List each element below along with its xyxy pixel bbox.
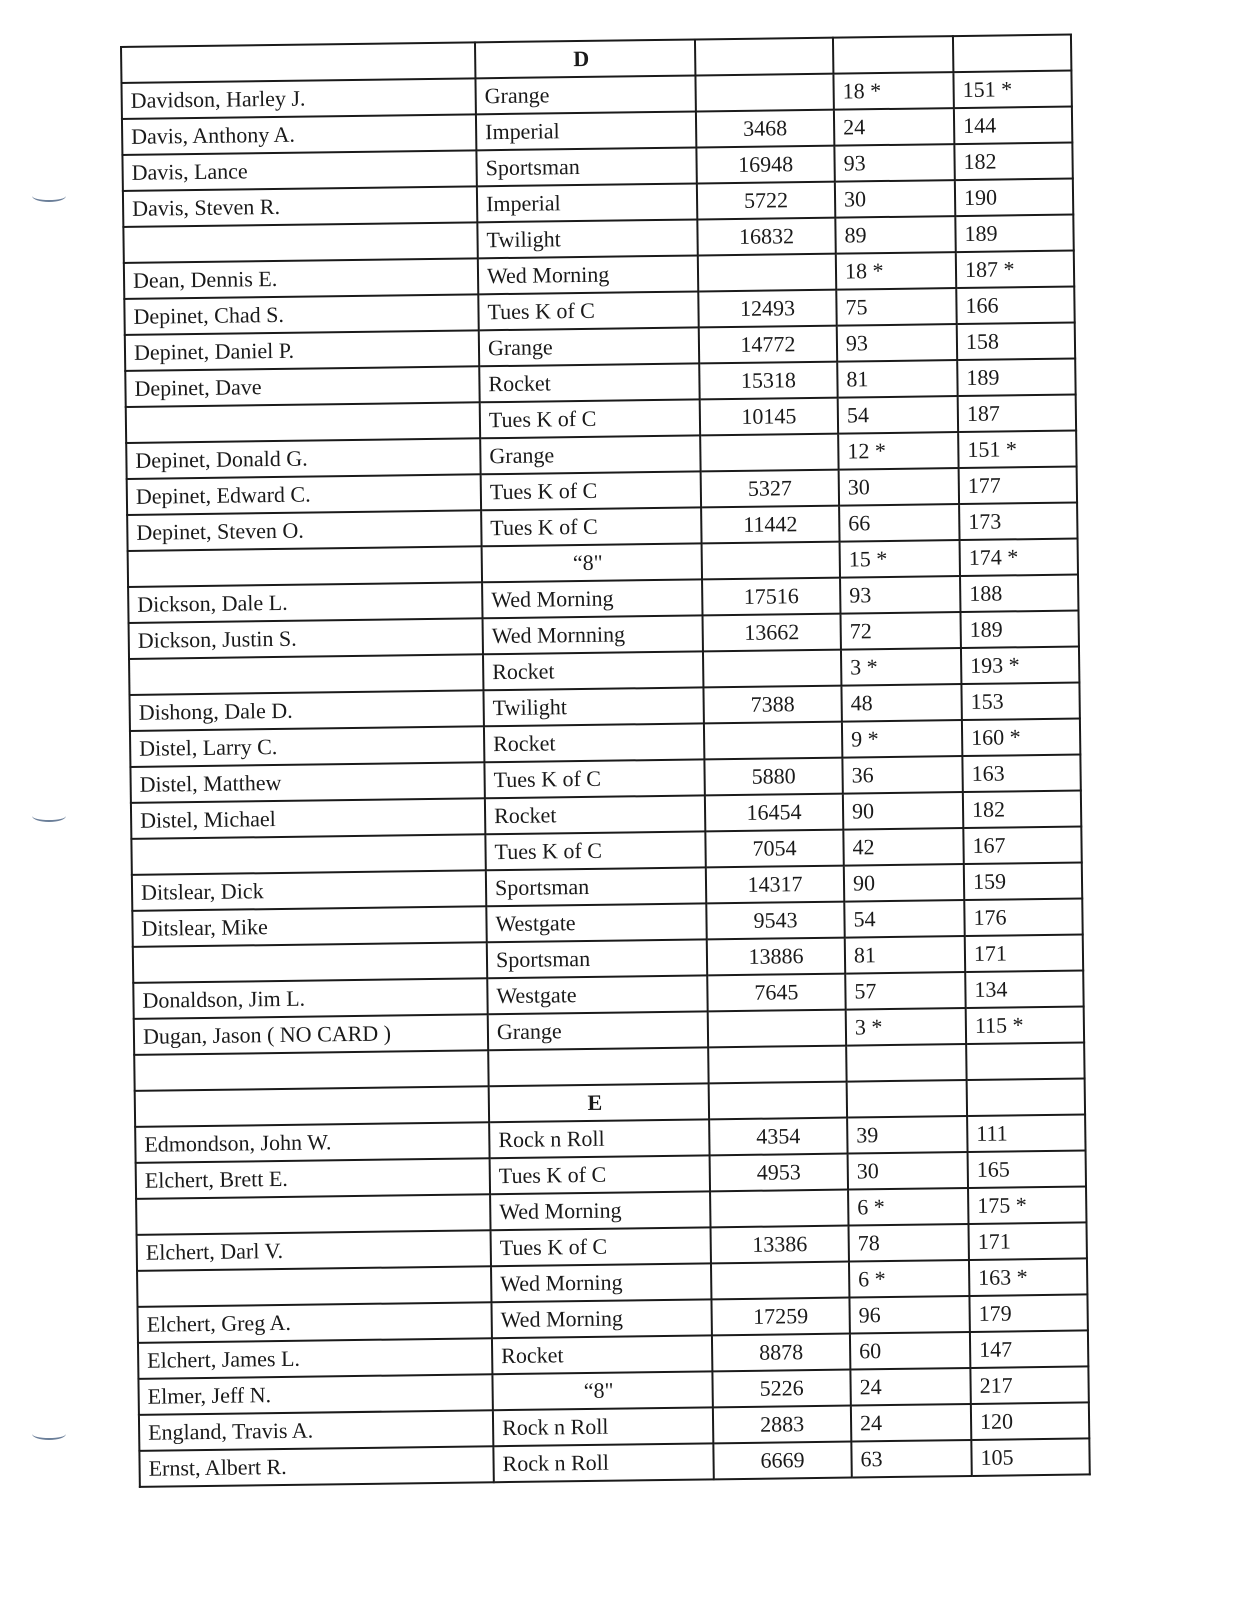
average-cell: 163 *: [969, 1258, 1087, 1296]
average-cell: 176: [964, 898, 1082, 936]
league-cell: Wed Morning: [491, 1263, 711, 1302]
league-cell: Sportsman: [486, 867, 706, 906]
total-pins-cell: [700, 434, 838, 472]
league-cell: Tues K of C: [481, 471, 701, 510]
average-cell: 193 *: [961, 646, 1079, 684]
bowler-name-cell: Davis, Lance: [122, 150, 476, 191]
empty-cell: [847, 1080, 967, 1118]
average-cell: 171: [965, 934, 1083, 972]
league-cell: Tues K of C: [478, 291, 698, 330]
games-cell: 72: [840, 612, 960, 650]
league-cell: Tues K of C: [490, 1155, 710, 1194]
total-pins-cell: 5226: [712, 1370, 850, 1408]
total-pins-cell: 5722: [697, 182, 835, 220]
bowler-name-cell: Dugan, Jason ( NO CARD ): [134, 1014, 488, 1055]
total-pins-cell: 17259: [711, 1298, 849, 1336]
average-cell: 144: [954, 107, 1072, 145]
league-cell: Rocket: [479, 363, 699, 402]
bowler-name-cell: Distel, Larry C.: [130, 726, 484, 767]
league-cell: Rock n Roll: [493, 1443, 713, 1482]
average-cell: 179: [969, 1294, 1087, 1332]
average-cell: 153: [961, 682, 1079, 720]
total-pins-cell: 6669: [713, 1442, 851, 1480]
league-cell: Tues K of C: [480, 399, 700, 438]
bowler-name-cell: Distel, Michael: [131, 798, 485, 839]
bowler-name-cell: Dishong, Dale D.: [129, 690, 483, 731]
bowler-name-cell: Depinet, Donald G.: [126, 438, 480, 479]
total-pins-cell: [710, 1190, 848, 1228]
average-cell: [966, 1042, 1084, 1080]
total-pins-cell: 17516: [702, 578, 840, 616]
games-cell: 18 *: [836, 252, 956, 290]
league-cell: Tues K of C: [484, 759, 704, 798]
empty-cell: [121, 42, 475, 83]
bowler-name-cell: Donaldson, Jim L.: [133, 978, 487, 1019]
games-cell: 24: [850, 1368, 970, 1406]
games-cell: 90: [843, 792, 963, 830]
roster-sheet: [120, 34, 1091, 1488]
total-pins-cell: 16948: [696, 146, 834, 184]
total-pins-cell: 13886: [707, 938, 845, 976]
league-cell: Twilight: [477, 219, 697, 258]
total-pins-cell: [702, 542, 840, 580]
games-cell: 89: [835, 216, 955, 254]
total-pins-cell: 7054: [705, 830, 843, 868]
league-cell: Tues K of C: [491, 1227, 711, 1266]
total-pins-cell: 16832: [697, 218, 835, 256]
empty-cell: [709, 1082, 847, 1120]
games-cell: 12 *: [838, 432, 958, 470]
games-cell: 81: [845, 936, 965, 974]
games-cell: 57: [845, 972, 965, 1010]
games-cell: 93: [834, 144, 954, 182]
league-cell: Imperial: [477, 183, 697, 222]
roster-table-body: [121, 35, 1090, 1487]
total-pins-cell: 14317: [706, 866, 844, 904]
total-pins-cell: 7645: [707, 974, 845, 1012]
bowler-name-cell: [129, 654, 483, 695]
average-cell: 190: [955, 179, 1073, 217]
games-cell: 81: [837, 360, 957, 398]
games-cell: 24: [851, 1404, 971, 1442]
total-pins-cell: 12493: [698, 290, 836, 328]
league-cell: Wed Morning: [482, 579, 702, 618]
average-cell: 182: [963, 790, 1081, 828]
league-cell: Sportsman: [476, 147, 696, 186]
games-cell: 93: [840, 576, 960, 614]
bowler-name-cell: Ernst, Albert R.: [139, 1446, 493, 1487]
bowler-name-cell: [136, 1194, 490, 1235]
bowler-name-cell: [134, 1050, 488, 1091]
games-cell: 6 *: [849, 1260, 969, 1298]
empty-cell: [953, 35, 1071, 73]
bowler-name-cell: Depinet, Dave: [125, 366, 479, 407]
average-cell: 160 *: [962, 718, 1080, 756]
total-pins-cell: [698, 254, 836, 292]
games-cell: 18 *: [833, 72, 953, 110]
bowler-name-cell: [133, 942, 487, 983]
bowler-name-cell: Davis, Anthony A.: [122, 114, 476, 155]
league-cell: Grange: [480, 435, 700, 474]
average-cell: 163: [962, 754, 1080, 792]
league-cell: Grange: [475, 75, 695, 114]
total-pins-cell: 11442: [701, 506, 839, 544]
punch-hole-mark: [32, 1428, 66, 1440]
average-cell: 134: [965, 970, 1083, 1008]
league-cell: Wed Morning: [478, 255, 698, 294]
league-cell: Rocket: [484, 723, 704, 762]
league-cell: Rocket: [485, 795, 705, 834]
total-pins-cell: 13662: [703, 614, 841, 652]
total-pins-cell: 9543: [706, 902, 844, 940]
average-cell: 187 *: [956, 251, 1074, 289]
bowler-name-cell: Elchert, James L.: [138, 1338, 492, 1379]
average-cell: 105: [971, 1438, 1089, 1476]
league-cell: “8": [492, 1371, 712, 1410]
average-cell: 165: [968, 1150, 1086, 1188]
total-pins-cell: 4354: [709, 1118, 847, 1156]
bowler-name-cell: Distel, Matthew: [130, 762, 484, 803]
average-cell: 175 *: [968, 1186, 1086, 1224]
games-cell: 39: [847, 1116, 967, 1154]
bowler-name-cell: Elmer, Jeff N.: [138, 1374, 492, 1415]
bowler-name-cell: Elchert, Greg A.: [138, 1302, 492, 1343]
league-cell: Wed Morning: [491, 1299, 711, 1338]
total-pins-cell: 4953: [710, 1154, 848, 1192]
bowler-name-cell: Davidson, Harley J.: [121, 78, 475, 119]
empty-cell: [135, 1086, 489, 1127]
games-cell: 9 *: [842, 720, 962, 758]
empty-cell: [695, 38, 833, 76]
bowler-name-cell: [123, 222, 477, 263]
games-cell: 36: [842, 756, 962, 794]
league-cell: Rock n Roll: [489, 1119, 709, 1158]
bowler-name-cell: [126, 402, 480, 443]
average-cell: 120: [971, 1402, 1089, 1440]
league-cell: Westgate: [487, 975, 707, 1014]
league-cell: [488, 1047, 708, 1086]
total-pins-cell: [704, 722, 842, 760]
bowler-name-cell: Ditslear, Dick: [132, 870, 486, 911]
total-pins-cell: [703, 650, 841, 688]
league-cell: Rocket: [483, 651, 703, 690]
bowler-name-cell: Depinet, Daniel P.: [125, 330, 479, 371]
bowler-name-cell: Dickson, Justin S.: [129, 618, 483, 659]
bowler-name-cell: Depinet, Edward C.: [127, 474, 481, 515]
total-pins-cell: 7388: [703, 686, 841, 724]
empty-cell: [833, 36, 953, 74]
league-cell: Grange: [479, 327, 699, 366]
total-pins-cell: 15318: [699, 362, 837, 400]
games-cell: 15 *: [840, 540, 960, 578]
games-cell: 75: [836, 288, 956, 326]
games-cell: 63: [851, 1440, 971, 1478]
total-pins-cell: [708, 1046, 846, 1084]
games-cell: 60: [850, 1332, 970, 1370]
total-pins-cell: 2883: [713, 1406, 851, 1444]
games-cell: 24: [834, 108, 954, 146]
games-cell: 3 *: [846, 1008, 966, 1046]
average-cell: 177: [959, 467, 1077, 505]
section-letter: E: [489, 1083, 709, 1122]
games-cell: 48: [841, 684, 961, 722]
league-cell: Westgate: [486, 903, 706, 942]
bowler-name-cell: Edmondson, John W.: [135, 1122, 489, 1163]
games-cell: 30: [839, 468, 959, 506]
section-letter: D: [475, 39, 695, 78]
average-cell: 182: [954, 143, 1072, 181]
average-cell: 189: [960, 611, 1078, 649]
league-cell: Twilight: [483, 687, 703, 726]
punch-hole-mark: [32, 190, 66, 202]
league-cell: Tues K of C: [481, 507, 701, 546]
bowler-name-cell: Dean, Dennis E.: [124, 258, 478, 299]
bowler-name-cell: Depinet, Chad S.: [124, 294, 478, 335]
games-cell: 96: [849, 1296, 969, 1334]
average-cell: 151 *: [953, 71, 1071, 109]
bowler-name-cell: [131, 834, 485, 875]
average-cell: 174 *: [960, 539, 1078, 577]
average-cell: 147: [970, 1330, 1088, 1368]
league-cell: “8": [482, 543, 702, 582]
games-cell: 54: [838, 396, 958, 434]
total-pins-cell: 16454: [705, 794, 843, 832]
games-cell: 30: [848, 1152, 968, 1190]
games-cell: 78: [849, 1224, 969, 1262]
league-cell: Rocket: [492, 1335, 712, 1374]
total-pins-cell: [695, 74, 833, 112]
games-cell: 66: [839, 504, 959, 542]
league-cell: Tues K of C: [485, 831, 705, 870]
average-cell: 166: [956, 287, 1074, 325]
bowler-name-cell: [137, 1266, 491, 1307]
bowler-name-cell: Davis, Steven R.: [123, 186, 477, 227]
league-cell: Wed Morning: [490, 1191, 710, 1230]
league-cell: Imperial: [476, 111, 696, 150]
bowler-name-cell: Elchert, Darl V.: [137, 1230, 491, 1271]
bowler-name-cell: England, Travis A.: [139, 1410, 493, 1451]
bowler-name-cell: Dickson, Dale L.: [128, 582, 482, 623]
average-cell: 151 *: [958, 431, 1076, 469]
bowler-name-cell: Ditslear, Mike: [132, 906, 486, 947]
bowler-name-cell: Depinet, Steven O.: [127, 510, 481, 551]
games-cell: 30: [835, 180, 955, 218]
empty-cell: [967, 1078, 1085, 1116]
total-pins-cell: 13386: [711, 1226, 849, 1264]
average-cell: 189: [955, 215, 1073, 253]
games-cell: [846, 1044, 966, 1082]
total-pins-cell: 14772: [699, 326, 837, 364]
average-cell: 159: [964, 862, 1082, 900]
roster-table: [120, 34, 1091, 1488]
total-pins-cell: 8878: [712, 1334, 850, 1372]
total-pins-cell: 5880: [704, 758, 842, 796]
average-cell: 158: [957, 323, 1075, 361]
average-cell: 167: [963, 826, 1081, 864]
league-cell: Rock n Roll: [493, 1407, 713, 1446]
average-cell: 111: [967, 1114, 1085, 1152]
games-cell: 6 *: [848, 1188, 968, 1226]
punch-hole-mark: [32, 810, 66, 822]
games-cell: 3 *: [841, 648, 961, 686]
league-cell: Sportsman: [487, 939, 707, 978]
games-cell: 42: [843, 828, 963, 866]
total-pins-cell: [708, 1010, 846, 1048]
average-cell: 187: [958, 395, 1076, 433]
bowler-name-cell: [128, 546, 482, 587]
league-cell: Wed Mornning: [483, 615, 703, 654]
total-pins-cell: 3468: [696, 110, 834, 148]
average-cell: 173: [959, 503, 1077, 541]
games-cell: 90: [844, 864, 964, 902]
total-pins-cell: [711, 1262, 849, 1300]
league-cell: Grange: [488, 1011, 708, 1050]
average-cell: 171: [968, 1222, 1086, 1260]
average-cell: 217: [970, 1366, 1088, 1404]
average-cell: 189: [957, 359, 1075, 397]
total-pins-cell: 10145: [700, 398, 838, 436]
average-cell: 188: [960, 575, 1078, 613]
total-pins-cell: 5327: [701, 470, 839, 508]
games-cell: 54: [844, 900, 964, 938]
average-cell: 115 *: [966, 1006, 1084, 1044]
bowler-name-cell: Elchert, Brett E.: [136, 1158, 490, 1199]
games-cell: 93: [837, 324, 957, 362]
